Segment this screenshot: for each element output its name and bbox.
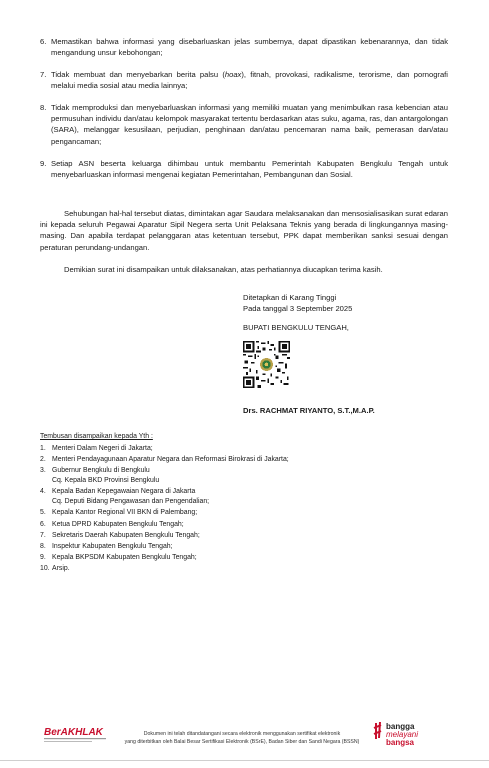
cc-item (40, 564, 460, 574)
list-item-7 (40, 69, 448, 91)
logo-right-line-2: melayani (386, 730, 419, 739)
cc-number: 9. (40, 554, 46, 562)
item-number: 9. (40, 159, 47, 168)
cc-text: Ketua DPRD Kabupaten Bengkulu Tengah; (52, 520, 184, 528)
cc-item (40, 444, 460, 454)
logo-right-line-1: bangga (386, 722, 415, 731)
item-text-part: ), fitnah, provokasi, radikalisme, terorisme, dan pornografi melalui media sosial atau media lainnya; (51, 70, 448, 91)
signature-place: Ditetapkan di Karang Tinggi (243, 293, 337, 302)
cc-text: Inspektur Kabupaten Bengkulu Tengah; (52, 542, 173, 550)
bangga-melayani-bangsa-logo-icon (372, 720, 442, 748)
cc-number: 7. (40, 531, 46, 539)
item-text-part: Tidak membuat dan menyebarkan berita palsu ( (51, 70, 225, 79)
closing-statement: Demikian surat ini disampaikan untuk dilaksanakan, atas perhatiannya diucapkan terima kasih. (64, 265, 383, 274)
cc-number: 8. (40, 542, 46, 550)
cc-item (40, 542, 460, 552)
cc-number: 10. (40, 565, 50, 573)
item-text: Memastikan bahwa informasi yang disebarluaskan jelas sumbernya, dapat dipastikan kebenarannya, dan tidak mengandung unsur kebohongan; (51, 37, 448, 58)
cc-subtext: Cq. Kepala BKD Provinsi Bengkulu (52, 477, 160, 485)
signature-date: Pada tanggal 3 September 2025 (243, 304, 353, 313)
item-number: 8. (40, 103, 47, 112)
notice-line-1: Dokumen ini telah ditandatangani secara elektronik menggunakan sertifikat elektronik (143, 731, 341, 737)
cc-item (40, 487, 460, 507)
logo-left-text: BerAKHLAK (44, 727, 103, 738)
cc-item (40, 508, 460, 518)
cc-text: Menteri Dalam Negeri di Jakarta; (52, 445, 153, 452)
logo-right-line-3: bangsa (386, 738, 415, 747)
cc-number: 2. (40, 456, 46, 464)
cc-number: 4. (40, 488, 46, 496)
item-number: 6. (40, 37, 47, 46)
cc-text: Kepala BKPSDM Kabupaten Bengkulu Tengah; (52, 554, 197, 562)
cc-text: Kepala Kantor Regional VII BKN di Palembang; (52, 509, 198, 517)
cc-text: Kepala Badan Kepegawaian Negara di Jakarta (52, 488, 196, 496)
signatory-name: Drs. RACHMAT RIYANTO, S.T.,M.A.P. (243, 406, 375, 415)
cc-text: Menteri Pendayagunaan Aparatur Negara dan Reformasi Birokrasi di Jakarta; (52, 456, 289, 464)
qr-code-icon (243, 341, 290, 388)
cc-text: Sekretaris Daerah Kabupaten Bengkulu Tengah; (52, 531, 200, 539)
e-signature-notice (82, 731, 402, 747)
list-item-8 (40, 102, 448, 147)
cc-number: 1. (40, 445, 46, 452)
notice-line-2: yang diterbitkan oleh Balai Besar Sertifikasi Elektronik (BSrE), Badan Siber dan Sandi Negara (BSSN) (124, 738, 360, 745)
cc-item (40, 553, 460, 563)
cc-subtext: Cq. Deputi Bidang Pengawasan dan Pengendalian; (52, 498, 210, 506)
cc-list (40, 444, 460, 575)
cc-item (40, 466, 460, 486)
item-text (51, 69, 448, 91)
item-text: Tidak memproduksi dan menyebarluaskan informasi yang memiliki muatan yang menimbulkan rasa kebencian atau permusuhan individu dan/atau kelompok masyarakat tertentu berdasarkan atas suku, agama, ras, dan antargolongan (SARA), melanggar kesusilaan, perjudian, penghinaan dan/atau pencemaran nama baik, pemerasan dan/atau pengancaman; (51, 103, 448, 146)
cc-title: Tembusan disampaikan kepada Yth : (40, 433, 153, 440)
item-text-italic: hoax (224, 70, 242, 79)
cc-text: Arsip. (52, 565, 70, 573)
list-item-9 (40, 158, 448, 180)
signature-position: BUPATI BENGKULU TENGAH, (243, 323, 349, 332)
item-number: 7. (40, 70, 47, 79)
list-item-6 (40, 36, 448, 58)
cc-item (40, 455, 460, 465)
cc-item (40, 520, 460, 530)
cc-number: 6. (40, 520, 46, 528)
cc-number: 5. (40, 509, 46, 517)
cc-text: Gubernur Bengkulu di Bengkulu (52, 467, 150, 475)
closing-paragraph: Sehubungan hal-hal tersebut diatas, dimintakan agar Saudara melaksanakan dan mensosialisasikan surat edaran ini kepada seluruh Pegawai Aparatur Sipil Negera serta Unit Pelaksana Teknis yang berada di lingkungannya masing-masing. Dan apabila terdapat pelanggaran atas ketentuan tersebut, PPK dapat memberikan sanksi sesuai dengan peraturan perundang-undangan. (40, 209, 448, 252)
item-text: Setiap ASN beserta keluarga dihimbau untuk membantu Pemerintah Kabupaten Bengkulu Tengah untuk menyebarluaskan informasi mengenai kegiatan Pemerintahan, Pembangunan dan Sosial. (51, 159, 448, 180)
footer-divider (0, 760, 489, 761)
cc-number: 3. (40, 467, 46, 475)
cc-item (40, 531, 460, 541)
